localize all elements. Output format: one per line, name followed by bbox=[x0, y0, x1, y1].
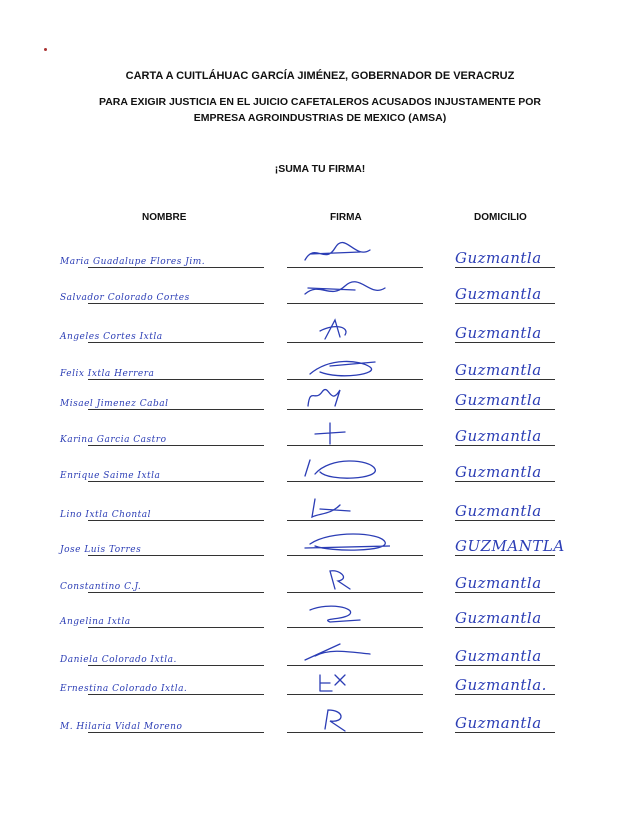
signer-name: Karina Garcia Castro bbox=[60, 435, 167, 445]
name-line bbox=[88, 267, 264, 268]
letter-subtitle-line-2: EMPRESA AGROINDUSTRIAS DE MEXICO (AMSA) bbox=[193, 112, 447, 124]
name-line bbox=[88, 694, 264, 695]
signer-name: Angelina Ixtla bbox=[60, 617, 131, 627]
handwritten-signature bbox=[300, 352, 390, 380]
signer-name: Daniela Colorado Ixtla. bbox=[60, 655, 177, 665]
handwritten-signature bbox=[300, 705, 390, 733]
signature-row bbox=[0, 665, 640, 695]
handwritten-signature bbox=[300, 528, 390, 556]
handwritten-signature bbox=[300, 454, 390, 482]
signature-row bbox=[0, 350, 640, 380]
address-line bbox=[455, 445, 555, 446]
handwritten-signature bbox=[300, 240, 390, 268]
signer-address: Guzmantla bbox=[455, 714, 542, 732]
address-line bbox=[455, 303, 555, 304]
name-line bbox=[88, 520, 264, 521]
column-header-signature: FIRMA bbox=[330, 212, 362, 223]
name-line bbox=[88, 555, 264, 556]
address-line bbox=[455, 342, 555, 343]
signer-address: Guzmantla bbox=[455, 427, 542, 445]
handwritten-signature bbox=[300, 565, 390, 593]
signer-address: Guzmantla bbox=[455, 361, 542, 379]
address-line bbox=[455, 694, 555, 695]
signer-name: Ernestina Colorado Ixtla. bbox=[60, 684, 188, 694]
signature-row bbox=[0, 636, 640, 666]
letter-title: CARTA A CUITLÁHUAC GARCÍA JIMÉNEZ, GOBERNADOR DE VERACRUZ bbox=[125, 70, 515, 82]
scan-speck bbox=[44, 48, 47, 51]
handwritten-signature bbox=[300, 382, 390, 410]
signer-address: Guzmantla bbox=[455, 609, 542, 627]
signature-row bbox=[0, 416, 640, 446]
signer-address: Guzmantla bbox=[455, 463, 542, 481]
name-line bbox=[88, 481, 264, 482]
signer-address: Guzmantla bbox=[455, 502, 542, 520]
name-line bbox=[88, 303, 264, 304]
signature-row bbox=[0, 598, 640, 628]
signature-row bbox=[0, 238, 640, 268]
signer-name: Salvador Colorado Cortes bbox=[60, 293, 190, 303]
call-to-action: ¡SUMA TU FIRMA! bbox=[274, 163, 366, 175]
column-header-name: NOMBRE bbox=[142, 212, 187, 223]
signature-row bbox=[0, 452, 640, 482]
name-line bbox=[88, 342, 264, 343]
address-line bbox=[455, 732, 555, 733]
handwritten-signature bbox=[300, 315, 390, 343]
handwritten-signature bbox=[300, 418, 390, 446]
address-line bbox=[455, 520, 555, 521]
signer-address: Guzmantla. bbox=[455, 676, 547, 694]
signature-row bbox=[0, 380, 640, 410]
address-line bbox=[455, 267, 555, 268]
signer-address: Guzmantla bbox=[455, 324, 542, 342]
name-line bbox=[88, 445, 264, 446]
signer-address: Guzmantla bbox=[455, 391, 542, 409]
signer-name: M. Hilaria Vidal Moreno bbox=[60, 722, 183, 732]
handwritten-signature bbox=[300, 493, 390, 521]
signer-address: Guzmantla bbox=[455, 285, 542, 303]
signer-name: Maria Guadalupe Flores Jim. bbox=[60, 257, 206, 267]
handwritten-signature bbox=[300, 667, 390, 695]
signer-name: Felix Ixtla Herrera bbox=[60, 369, 155, 379]
signer-name: Lino Ixtla Chontal bbox=[60, 510, 152, 520]
handwritten-signature bbox=[300, 276, 390, 304]
handwritten-signature bbox=[300, 638, 390, 666]
name-line bbox=[88, 627, 264, 628]
address-line bbox=[455, 555, 555, 556]
signature-row bbox=[0, 274, 640, 304]
signer-name: Enrique Saime Ixtla bbox=[60, 471, 161, 481]
handwritten-signature bbox=[300, 600, 390, 628]
signature-row bbox=[0, 526, 640, 556]
signer-name: Misael Jimenez Cabal bbox=[60, 399, 169, 409]
signer-address: Guzmantla bbox=[455, 647, 542, 665]
column-header-address: DOMICILIO bbox=[474, 212, 527, 223]
signer-address: Guzmantla bbox=[455, 574, 542, 592]
signature-row bbox=[0, 491, 640, 521]
signer-name: Jose Luis Torres bbox=[60, 545, 142, 555]
signer-name: Angeles Cortes Ixtla bbox=[60, 332, 163, 342]
address-line bbox=[455, 627, 555, 628]
address-line bbox=[455, 592, 555, 593]
signature-row bbox=[0, 703, 640, 733]
name-line bbox=[88, 592, 264, 593]
signature-row bbox=[0, 563, 640, 593]
signature-row bbox=[0, 313, 640, 343]
name-line bbox=[88, 409, 264, 410]
letter-subtitle-line-1: PARA EXIGIR JUSTICIA EN EL JUICIO CAFETALEROS ACUSADOS INJUSTAMENTE POR bbox=[98, 96, 541, 108]
address-line bbox=[455, 409, 555, 410]
signer-address: Guzmantla bbox=[455, 249, 542, 267]
address-line bbox=[455, 481, 555, 482]
signer-name: Constantino C.J. bbox=[60, 582, 142, 592]
signer-address: GUZMANTLA bbox=[455, 537, 565, 555]
name-line bbox=[88, 732, 264, 733]
